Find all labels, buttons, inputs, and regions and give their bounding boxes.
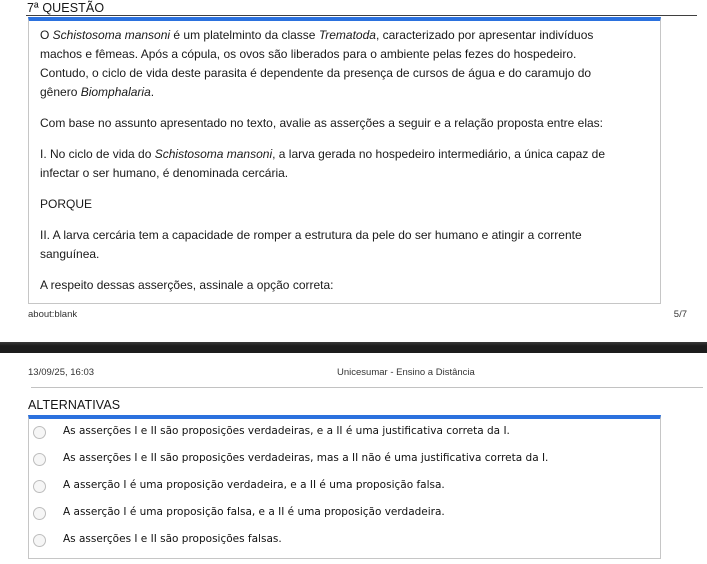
answer-option[interactable] — [33, 475, 652, 502]
alternatives-box — [28, 415, 661, 559]
radio-button[interactable] — [33, 480, 46, 493]
answer-option-label: A asserção I é uma proposição verdadeira, e a II é uma proposição falsa. — [63, 479, 445, 491]
answer-option-label: As asserções I e II são proposições falsas. — [63, 533, 282, 545]
answer-option-label: As asserções I e II são proposições verdadeiras, e a II é uma justificativa correta da I. — [63, 425, 510, 437]
page-separator-bar — [0, 342, 707, 353]
print-footer-url: about:blank — [28, 309, 78, 320]
alternatives-title: ALTERNATIVAS — [28, 398, 121, 412]
answer-option[interactable] — [33, 529, 652, 556]
question-paragraph: I. No ciclo de vida do Schistosoma mansoni, a larva gerada no hospedeiro intermediário, a única capaz de infectar o ser humano, é denominada cercária. — [40, 147, 606, 180]
question-box — [28, 17, 661, 304]
radio-button[interactable] — [33, 453, 46, 466]
radio-button[interactable] — [33, 426, 46, 439]
question-paragraph: Com base no assunto apresentado no texto, avalie as asserções a seguir e a relação proposta entre elas: — [40, 116, 604, 130]
answer-option-label: As asserções I e II são proposições verdadeiras, mas a II não é uma justificativa correta da I. — [63, 452, 549, 464]
answer-option[interactable] — [33, 421, 652, 448]
question-paragraph: O Schistosoma mansoni é um platelminto da classe Trematoda, caracterizado por apresentar indivíduos machos e fêmeas. Após a cópula, os ovos são liberados para o ambiente pelas fezes do hospedeiro. Contudo, o ciclo de vida deste parasita é dependente da presença de cursos de água e do caramujo do gênero Biomphalaria. — [40, 28, 594, 99]
question-title: 7ª QUESTÃO — [27, 1, 105, 15]
question-paragraph: A respeito dessas asserções, assinale a opção correta: — [40, 278, 334, 292]
print-footer-page-number: 5/7 — [673, 309, 687, 320]
answer-option[interactable] — [33, 502, 652, 529]
radio-button[interactable] — [33, 534, 46, 547]
answer-option-label: A asserção I é uma proposição falsa, e a II é uma proposição verdadeira. — [63, 506, 445, 518]
question-title-underline — [26, 15, 697, 16]
question-paragraph: II. A larva cercária tem a capacidade de romper a estrutura da pele do ser humano e atingir a corrente sanguínea. — [40, 228, 582, 261]
print-header-title: Unicesumar - Ensino a Distância — [337, 367, 475, 378]
answer-option[interactable] — [33, 448, 652, 475]
print-header-rule — [31, 387, 703, 388]
print-footer — [28, 309, 687, 320]
radio-button[interactable] — [33, 507, 46, 520]
print-header-date: 13/09/25, 16:03 — [28, 367, 95, 378]
question-paragraph: PORQUE — [40, 197, 93, 211]
question-paragraphs — [40, 26, 628, 295]
